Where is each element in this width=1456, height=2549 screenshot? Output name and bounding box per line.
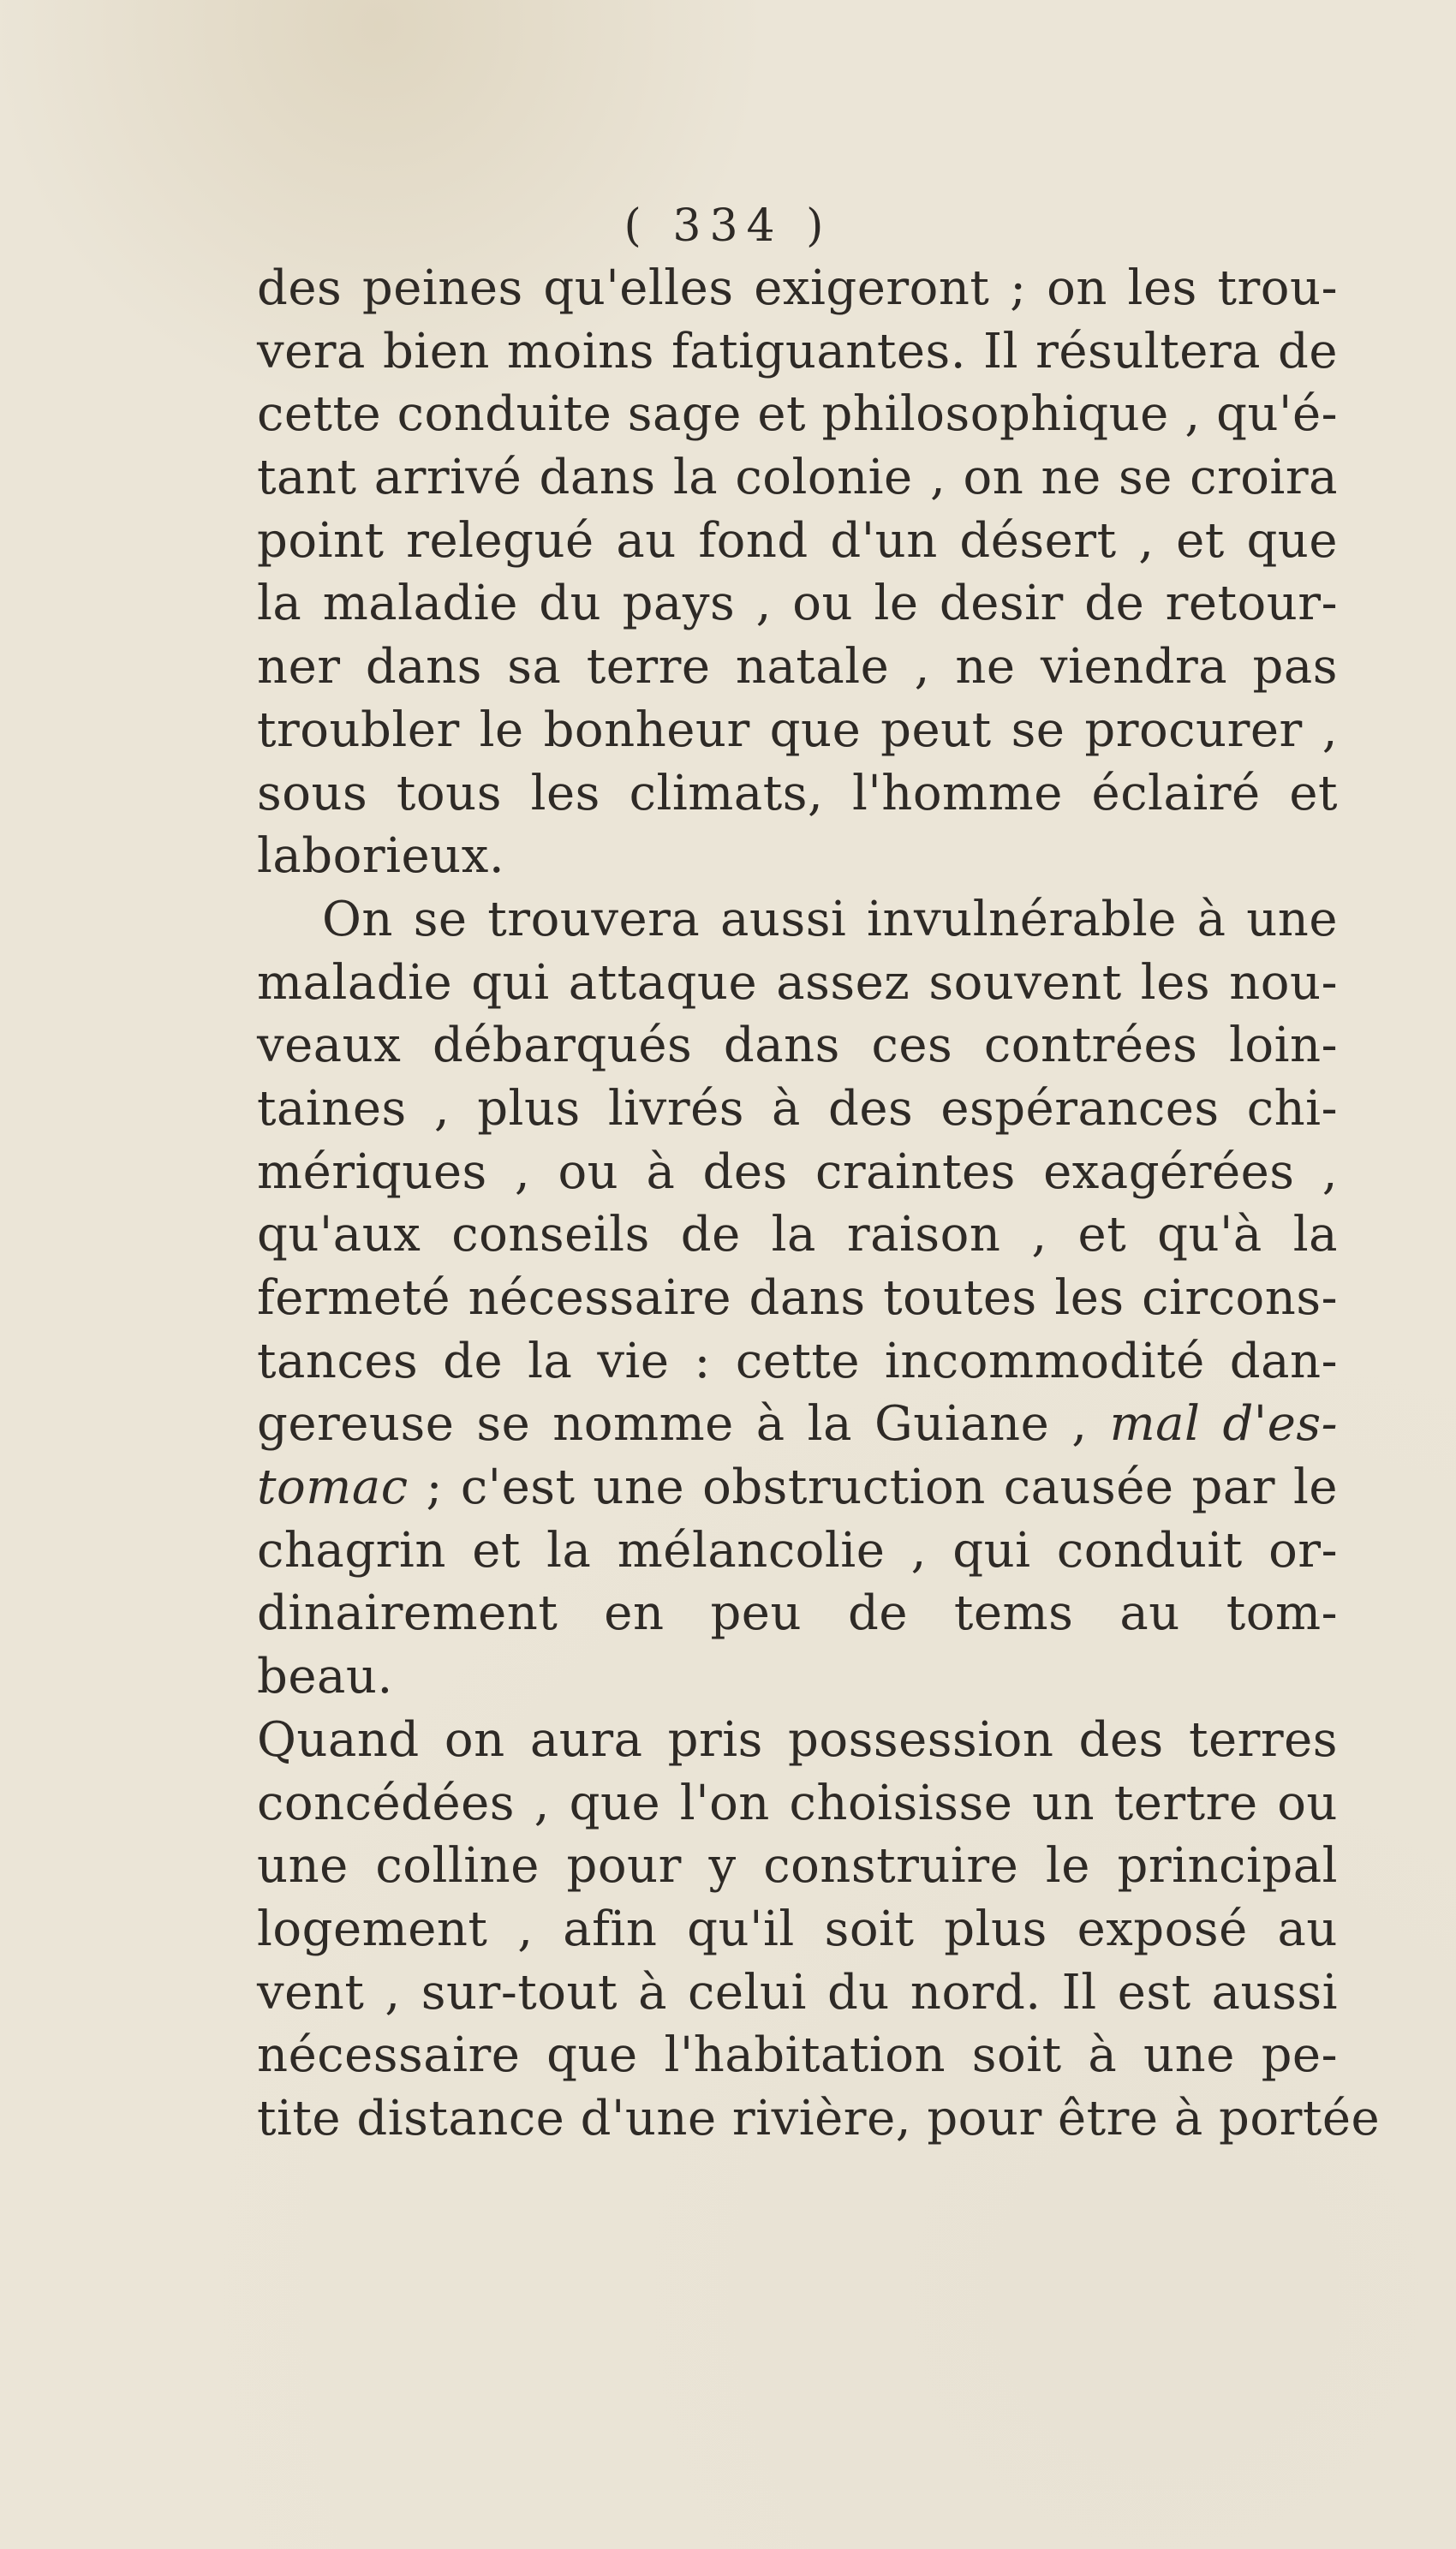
body-text bbox=[257, 257, 1381, 2151]
italic-term: tomac bbox=[257, 1460, 409, 1516]
text-line: mériques , ou à des craintes exagérées , bbox=[257, 1143, 1338, 1200]
text-line bbox=[257, 1456, 1338, 1519]
text-line: nécessaire que l'habitation soit à une pe- bbox=[257, 2027, 1338, 2084]
text-line: une colline pour y construire le principal bbox=[257, 1838, 1338, 1895]
italic-term: mal d'es- bbox=[1109, 1396, 1338, 1453]
text-line: point relegué au fond d'un désert , et que bbox=[257, 512, 1338, 569]
text-line: concédées , que l'on choisisse un tertre ou bbox=[257, 1775, 1338, 1831]
text-line: des peines qu'elles exigeront ; on les trou- bbox=[257, 260, 1338, 316]
text-line: tite distance d'une rivière, pour être à portée bbox=[257, 2090, 1381, 2146]
text-line: qu'aux conseils de la raison , et qu'à la bbox=[257, 1207, 1338, 1263]
text-line: maladie qui attaque assez souvent les nou- bbox=[257, 954, 1338, 1011]
text-line: fermeté nécessaire dans toutes les circons- bbox=[257, 1270, 1338, 1326]
text-line: troubler le bonheur que peut se procurer , bbox=[257, 701, 1338, 758]
text-line: veaux débarqués dans ces contrées loin- bbox=[257, 1018, 1338, 1074]
text-line: ner dans sa terre natale , ne viendra pas bbox=[257, 639, 1338, 695]
text-line: la maladie du pays , ou le desir de retour- bbox=[257, 576, 1338, 632]
text-line: tant arrivé dans la colonie , on ne se croira bbox=[257, 450, 1338, 506]
text-line: tances de la vie : cette incommodité dan- bbox=[257, 1333, 1338, 1389]
text-line: beau. bbox=[257, 1649, 393, 1705]
text-line: On se trouvera aussi invulnérable à une bbox=[322, 891, 1338, 947]
text-run: gereuse se nomme à la Guiane , bbox=[257, 1396, 1088, 1453]
text-line: Quand on aura pris possession des terres bbox=[257, 1711, 1338, 1768]
text-line: sous tous les climats, l'homme éclairé et bbox=[257, 765, 1338, 821]
text-line bbox=[257, 1393, 1338, 1456]
page-number: ( 334 ) bbox=[624, 200, 832, 252]
text-run: ; c'est une obstruction causée par le bbox=[408, 1460, 1338, 1516]
text-line: laborieux. bbox=[257, 828, 505, 885]
text-line: dinairement en peu de tems au tom- bbox=[257, 1585, 1338, 1642]
text-line: vera bien moins fatiguantes. Il résultera de bbox=[257, 323, 1338, 379]
text-line: taines , plus livrés à des espérances chi- bbox=[257, 1080, 1338, 1137]
text-line: chagrin et la mélancolie , qui conduit or- bbox=[257, 1522, 1338, 1579]
text-line: vent , sur-tout à celui du nord. Il est aussi bbox=[257, 1964, 1338, 2021]
text-line: cette conduite sage et philosophique , qu'é- bbox=[257, 386, 1338, 443]
text-line: logement , afin qu'il soit plus exposé au bbox=[257, 1901, 1338, 1957]
